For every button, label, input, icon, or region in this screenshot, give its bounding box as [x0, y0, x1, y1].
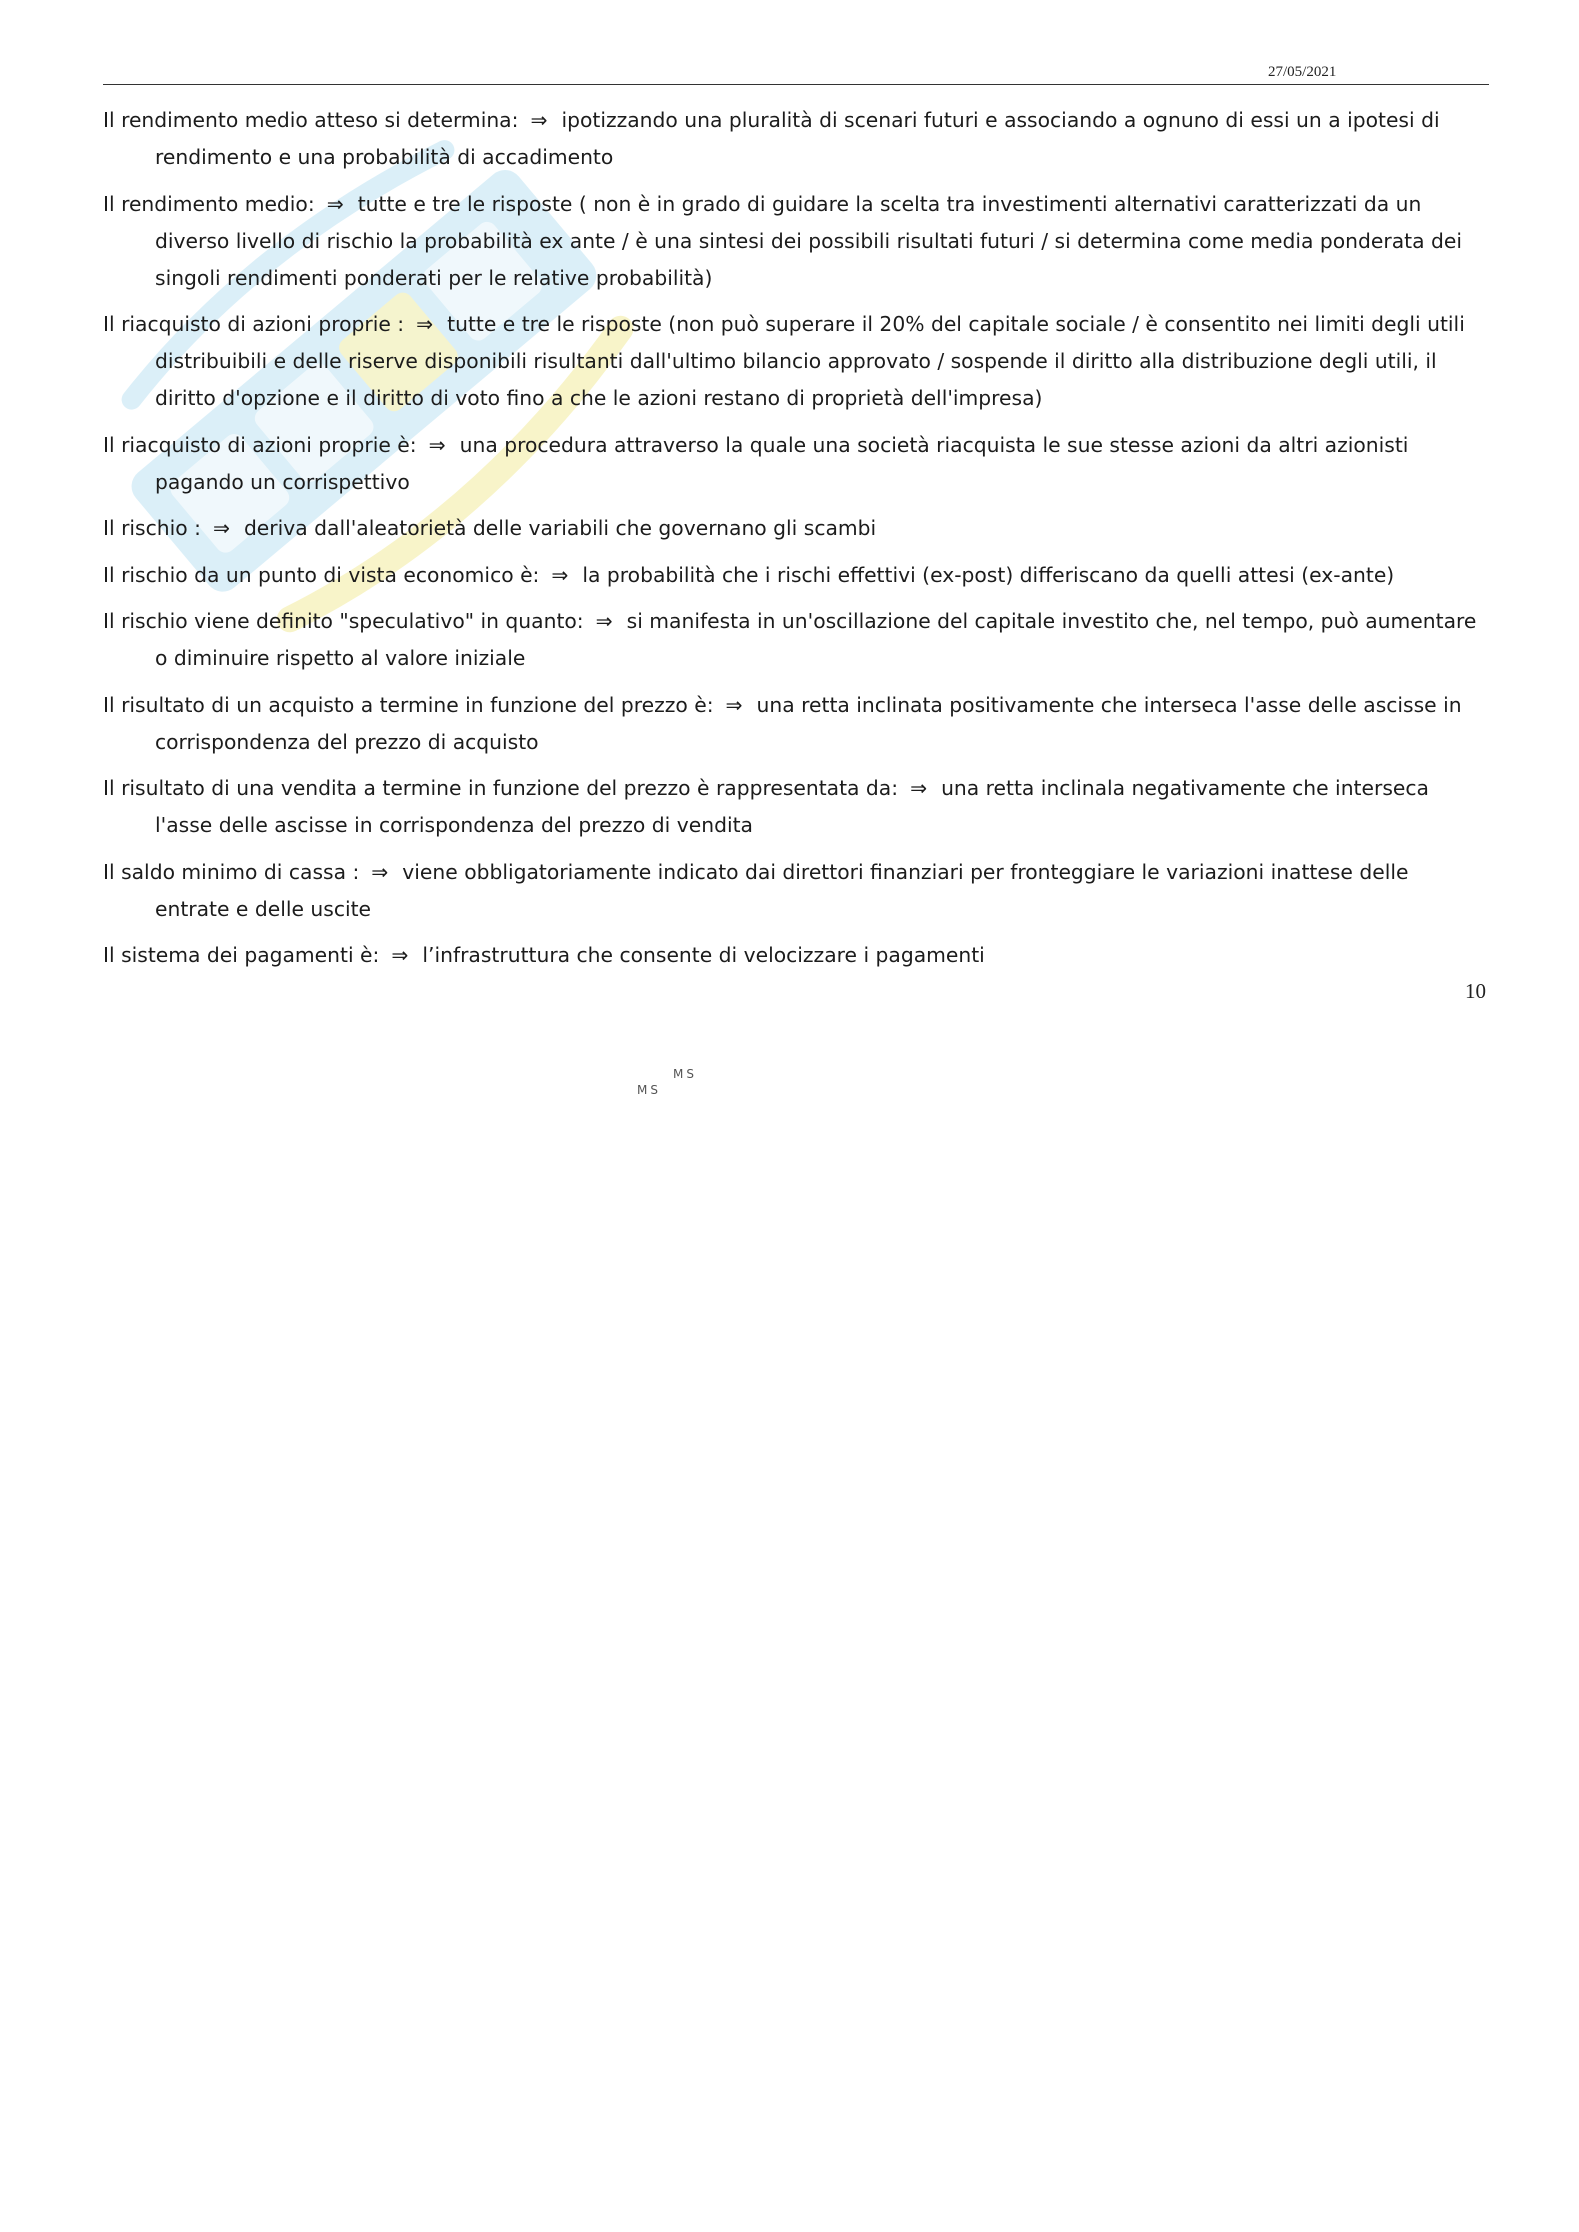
list-item: [103, 557, 1489, 594]
list-item: [103, 937, 1489, 974]
list-item: [103, 603, 1489, 677]
list-item: [103, 770, 1489, 844]
page-number: 10: [1465, 979, 1486, 1003]
entry-question: Il rischio da un punto di vista economico è:: [103, 562, 540, 587]
arrow-icon: ⇒: [416, 312, 434, 336]
entry-answer: la probabilità che i rischi effettivi (ex-post) differiscano da quelli attesi (ex-ante): [582, 562, 1395, 587]
entry-question: Il saldo minimo di cassa :: [103, 859, 360, 884]
list-item: [103, 687, 1489, 761]
list-item: [103, 102, 1489, 176]
entry-answer: una retta inclinata positivamente che interseca l'asse delle ascisse in corrispondenza del prezzo di acquisto: [155, 692, 1462, 754]
arrow-icon: ⇒: [371, 859, 389, 884]
arrow-icon: ⇒: [212, 516, 230, 540]
entry-question: Il rischio :: [103, 516, 201, 540]
entry-question: Il sistema dei pagamenti è:: [103, 943, 380, 967]
entry-answer: una retta inclinala negativamente che interseca l'asse delle ascisse in corrispondenza del prezzo di vendita: [155, 776, 1429, 837]
entry-question: Il riacquisto di azioni proprie :: [103, 312, 405, 336]
arrow-icon: ⇒: [551, 562, 569, 587]
list-item: [103, 306, 1489, 417]
entry-question: Il risultato di un acquisto a termine in funzione del prezzo è:: [103, 692, 714, 717]
arrow-icon: ⇒: [910, 776, 928, 800]
arrow-icon: ⇒: [326, 191, 344, 216]
list-item: [103, 186, 1489, 297]
entry-answer: deriva dall'aleatorietà delle variabili che governano gli scambi: [243, 516, 877, 540]
entry-question: Il riacquisto di azioni proprie è:: [103, 432, 417, 457]
arrow-icon: ⇒: [595, 609, 613, 633]
entry-question: Il rendimento medio:: [103, 191, 315, 216]
arrow-icon: ⇒: [391, 943, 409, 967]
entry-answer: l’infrastruttura che consente di velocizzare i pagamenti: [422, 943, 985, 967]
entry-answer: ipotizzando una pluralità di scenari futuri e associando a ognuno di essi un a ipotesi di rendimento e una probabilità di accadimento: [155, 108, 1440, 169]
footer-mark: MS: [673, 1067, 697, 1081]
entry-question: Il risultato di una vendita a termine in funzione del prezzo è rappresentata da:: [103, 776, 899, 800]
header-date: 27/05/2021: [1268, 64, 1337, 80]
arrow-icon: ⇒: [530, 108, 548, 132]
entry-list: [103, 102, 1489, 984]
list-item: [103, 510, 1489, 547]
arrow-icon: ⇒: [428, 432, 446, 457]
entry-answer: si manifesta in un'oscillazione del capitale investito che, nel tempo, può aumentare o diminuire rispetto al valore iniziale: [155, 609, 1477, 670]
arrow-icon: ⇒: [725, 692, 743, 717]
entry-answer: tutte e tre le risposte ( non è in grado di guidare la scelta tra investimenti alternativi caratterizzati da un diverso livello di rischio la probabilità ex ante / è una sintesi dei possibili risultati futuri / si determina come media ponderata dei singoli rendimenti ponderati per le relative probabilità): [155, 191, 1462, 290]
entry-answer: una procedura attraverso la quale una società riacquista le sue stesse azioni da altri azionisti pagando un corrispettivo: [155, 432, 1409, 494]
list-item: [103, 854, 1489, 928]
list-item: [103, 427, 1489, 501]
entry-answer: viene obbligatoriamente indicato dai direttori finanziari per fronteggiare le variazioni inattese delle entrate e delle uscite: [155, 859, 1409, 921]
entry-question: Il rendimento medio atteso si determina:: [103, 108, 519, 132]
entry-answer: tutte e tre le risposte (non può superare il 20% del capitale sociale / è consentito nei limiti degli utili distribuibili e delle riserve disponibili risultanti dall'ultimo bilancio approvato / sospende il diritto alla distribuzione degli utili, il diritto d'opzione e il diritto di voto fino a che le azioni restano di proprietà dell'impresa): [155, 312, 1465, 410]
footer-mark: MS: [637, 1083, 661, 1097]
entry-question: Il rischio viene definito "speculativo" in quanto:: [103, 609, 584, 633]
